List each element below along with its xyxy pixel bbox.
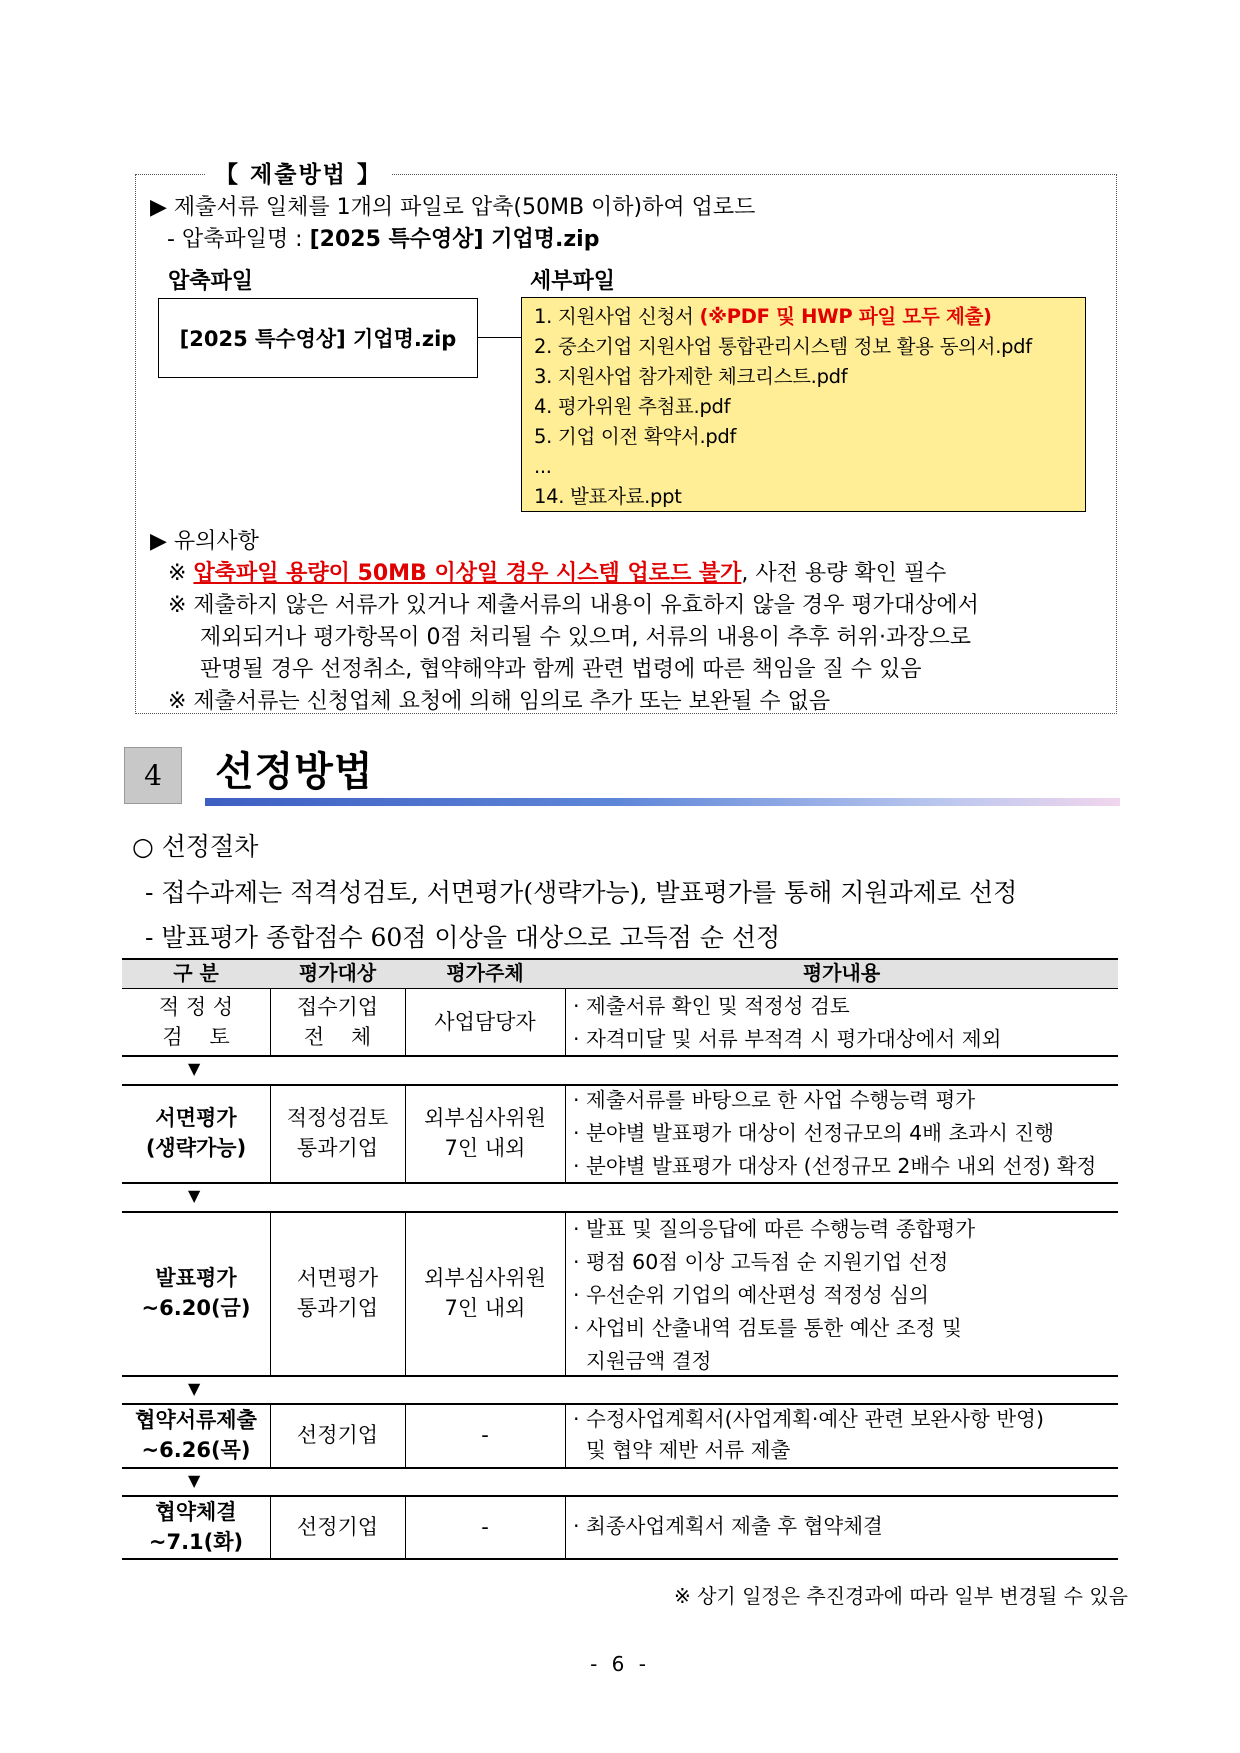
evaluator-cell-line: 7인 내외 xyxy=(444,1136,526,1160)
stage-cell-line: ~6.26(목) xyxy=(141,1438,251,1462)
file-name: 14. 발표자료.ppt xyxy=(534,485,682,508)
caution-2-line-2: 제외되거나 평가항목이 0점 처리될 수 있으며, 서류의 내용이 추후 허위·과장으로 xyxy=(200,625,971,650)
zip-name-prefix: - 압축파일명 : xyxy=(167,227,310,252)
content-line: 및 협약 제반 서류 제출 xyxy=(573,1438,791,1462)
table-header-cell: 평가대상 xyxy=(298,961,377,985)
stage-cell-line: ~7.1(화) xyxy=(148,1529,244,1554)
table-header-cell: 구 분 xyxy=(173,961,219,985)
target-cell-line: 통과기업 xyxy=(296,1136,379,1160)
evaluator-cell xyxy=(405,1211,565,1375)
caution-2-line-3: 판명될 경우 선정취소, 협약해약과 함께 관련 법령에 따른 책임을 질 수 있음 xyxy=(200,657,922,682)
content-line: · 수정사업계획서(사업계획·예산 관련 보완사항 반영) xyxy=(573,1407,1044,1431)
target-cell xyxy=(270,1403,405,1467)
table-column-rule xyxy=(565,988,566,1055)
stage-cell-line: (생략가능) xyxy=(145,1136,247,1160)
flow-arrow-icon: ▼ xyxy=(188,1471,201,1490)
flow-arrow-icon: ▼ xyxy=(188,1059,201,1078)
caution-title: ▶ 유의사항 xyxy=(150,529,259,554)
caution-2-line-1: ※ 제출하지 않은 서류가 있거나 제출서류의 내용이 유효하지 않을 경우 평가대상에서 xyxy=(168,593,979,618)
procedure-bullet-2: - 발표평가 종합점수 60점 이상을 대상으로 고득점 순 선정 xyxy=(145,923,781,952)
evaluator-cell-line: 외부심사위원 xyxy=(424,1266,546,1290)
content-cell xyxy=(573,990,1001,1056)
content-cell xyxy=(573,1510,883,1543)
target-cell xyxy=(270,988,405,1055)
caution-1-rest: , 사전 용량 확인 필수 xyxy=(741,561,947,586)
stage-cell xyxy=(122,1211,270,1375)
content-line: · 자격미달 및 서류 부적격 시 평가대상에서 제외 xyxy=(573,1027,1002,1051)
target-cell-line: 접수기업 xyxy=(296,994,379,1019)
table-column-rule xyxy=(565,1084,566,1182)
stage-cell-line: ~6.20(금) xyxy=(141,1296,251,1320)
evaluator-cell xyxy=(405,988,565,1055)
evaluator-cell xyxy=(405,1403,565,1467)
stage-cell xyxy=(122,1084,270,1182)
schedule-footnote: ※ 상기 일정은 추진경과에 따라 일부 변경될 수 있음 xyxy=(673,1584,1128,1608)
caution-mark: ※ xyxy=(168,561,194,586)
evaluator-cell-line: 외부심사위원 xyxy=(424,1106,546,1130)
page-number: - 6 - xyxy=(590,1652,650,1676)
content-line: · 사업비 산출내역 검토를 통한 예산 조정 및 xyxy=(573,1316,962,1340)
target-cell xyxy=(270,1211,405,1375)
stage-cell xyxy=(122,988,270,1055)
content-line: · 평점 60점 이상 고득점 순 지원기업 선정 xyxy=(573,1250,949,1274)
target-cell xyxy=(270,1495,405,1558)
stage-cell-line: 검 토 xyxy=(162,1024,230,1049)
file-format-note: (※PDF 및 HWP 파일 모두 제출) xyxy=(699,305,992,328)
caution-3: ※ 제출서류는 신청업체 요청에 의해 임의로 추가 또는 보완될 수 없음 xyxy=(168,689,831,714)
file-name: 5. 기업 이전 확약서.pdf xyxy=(534,425,737,448)
stage-cell-line: 적 정 성 xyxy=(158,994,234,1019)
zip-file-name: [2025 특수영상] 기업명.zip xyxy=(179,327,457,351)
table-rule xyxy=(122,1055,1118,1057)
target-cell-line: 적정성검토 xyxy=(286,1106,389,1130)
stage-cell-line: 서면평가 xyxy=(155,1106,237,1130)
content-line: · 발표 및 질의응답에 따른 수행능력 종합평가 xyxy=(573,1217,976,1241)
table-rule xyxy=(122,1182,1118,1184)
content-line: · 제출서류를 바탕으로 한 사업 수행능력 평가 xyxy=(573,1088,976,1112)
table-rule xyxy=(122,1558,1118,1560)
procedure-heading: ○ 선정절차 xyxy=(132,832,259,861)
stage-cell xyxy=(122,1403,270,1467)
evaluator-cell xyxy=(405,1084,565,1182)
table-header-cell: 평가주체 xyxy=(446,961,524,985)
target-cell-line: 선정기업 xyxy=(296,1423,379,1447)
table-column-rule xyxy=(565,1403,566,1467)
evaluator-cell-line: 7인 내외 xyxy=(444,1296,526,1320)
stage-cell-line: 발표평가 xyxy=(155,1266,237,1290)
flow-arrow-icon: ▼ xyxy=(188,1186,201,1205)
content-cell xyxy=(573,1213,975,1378)
content-line: · 최종사업계획서 제출 후 협약체결 xyxy=(573,1514,883,1538)
file-name: ... xyxy=(534,455,552,478)
caution-1-warning: 압축파일 용량이 50MB 이상일 경우 시스템 업로드 불가 xyxy=(193,561,742,586)
stage-cell-line: 협약서류제출 xyxy=(135,1408,257,1432)
table-rule xyxy=(122,1467,1118,1469)
target-cell-line: 통과기업 xyxy=(296,1296,379,1320)
detail-file-label: 세부파일 xyxy=(530,269,616,294)
content-line: · 제출서류 확인 및 적정성 검토 xyxy=(573,994,850,1018)
content-line: · 분야별 발표평가 대상이 선정규모의 4배 초과시 진행 xyxy=(573,1121,1055,1145)
procedure-bullet-1: - 접수과제는 적격성검토, 서면평가(생략가능), 발표평가를 통해 지원과제로 선정 xyxy=(145,878,1018,907)
evaluator-cell-line: - xyxy=(481,1423,489,1447)
submission-title: 【 제출방법 】 xyxy=(205,156,392,189)
content-cell xyxy=(573,1404,1044,1466)
content-cell xyxy=(573,1084,1096,1183)
stage-cell xyxy=(122,1495,270,1558)
section-number: 4 xyxy=(124,747,182,804)
flow-arrow-icon: ▼ xyxy=(188,1379,201,1398)
section-title: 선정방법 xyxy=(215,749,374,795)
evaluator-cell-line: 사업담당자 xyxy=(434,1009,536,1034)
target-cell-line: 전 체 xyxy=(303,1024,372,1049)
table-column-rule xyxy=(565,1211,566,1375)
content-line: 지원금액 결정 xyxy=(573,1349,712,1373)
table-column-rule xyxy=(565,1495,566,1558)
target-cell-line: 서면평가 xyxy=(296,1266,379,1290)
file-name: 4. 평가위원 추첨표.pdf xyxy=(534,395,731,418)
target-cell-line: 선정기업 xyxy=(296,1514,379,1539)
zip-name-format: [2025 특수영상] 기업명.zip xyxy=(309,227,600,252)
file-name: 1. 지원사업 신청서 xyxy=(534,305,700,328)
content-line: · 분야별 발표평가 대상자 (선정규모 2배수 내외 선정) 확정 xyxy=(573,1154,1097,1178)
evaluator-cell-line: - xyxy=(481,1514,489,1539)
table-header-cell: 평가내용 xyxy=(802,961,881,985)
target-cell xyxy=(270,1084,405,1182)
content-line: · 우선순위 기업의 예산편성 적정성 심의 xyxy=(573,1283,929,1307)
submission-line-1: ▶ 제출서류 일체를 1개의 파일로 압축(50MB 이하)하여 업로드 xyxy=(150,195,756,220)
table-rule xyxy=(122,1375,1118,1377)
file-name: 3. 지원사업 참가제한 체크리스트.pdf xyxy=(534,365,848,388)
stage-cell-line: 협약체결 xyxy=(155,1499,237,1524)
zip-file-label: 압축파일 xyxy=(168,269,254,294)
evaluator-cell xyxy=(405,1495,565,1558)
file-name: 2. 중소기업 지원사업 통합관리시스템 정보 활용 동의서.pdf xyxy=(534,335,1032,358)
